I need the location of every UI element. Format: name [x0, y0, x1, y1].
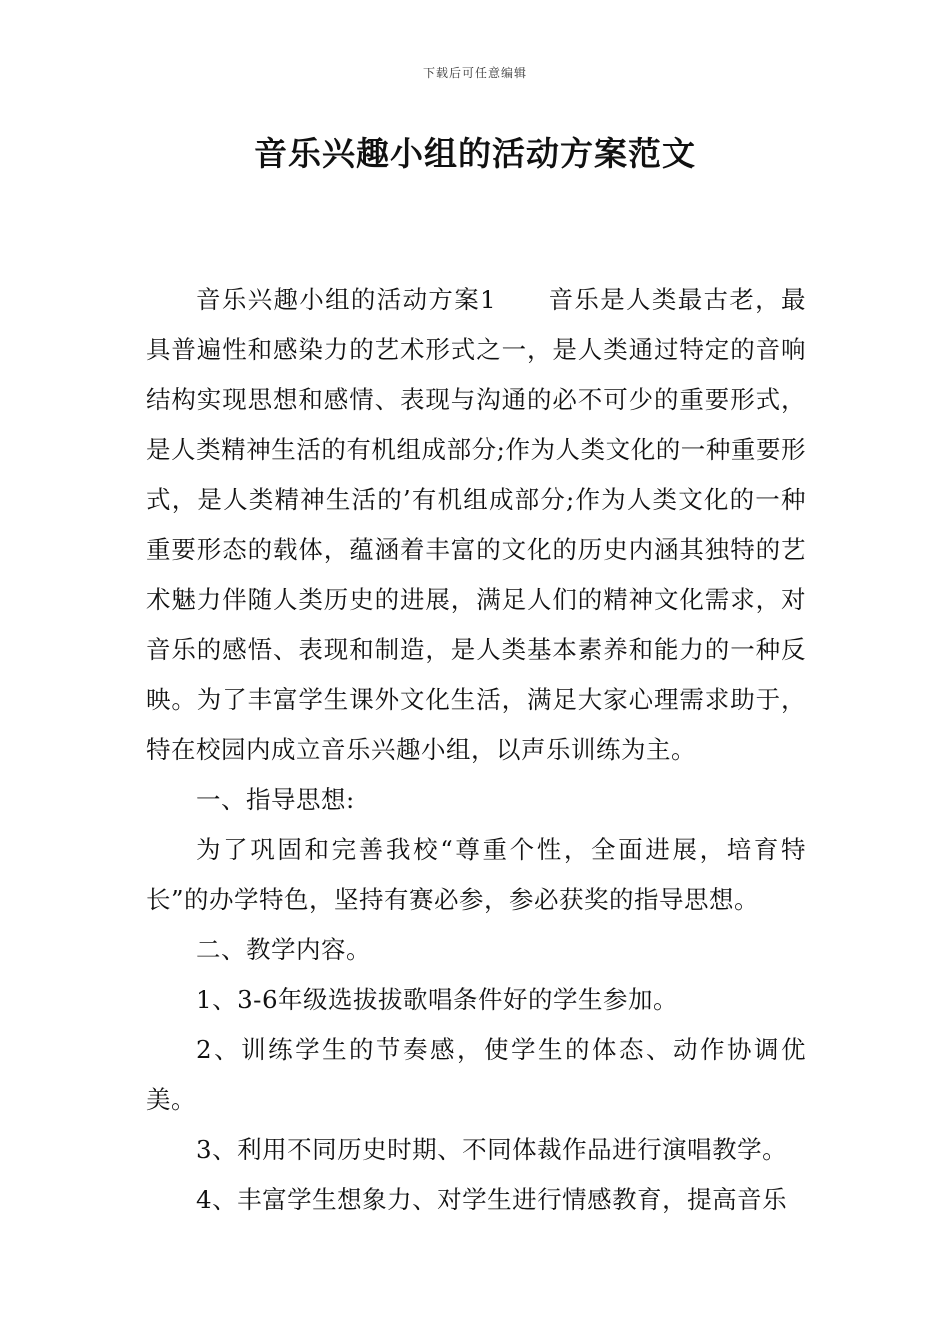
list-item: 3、利用不同历史时期、不同体裁作品进行演唱教学。: [196, 1135, 788, 1164]
section-heading-guiding-thought: 一、指导思想:: [196, 785, 355, 814]
document-title: 音乐兴趣小组的活动方案范文: [254, 134, 696, 173]
document-body: [146, 275, 806, 1225]
paragraph-intro: 音乐兴趣小组的活动方案1 音乐是人类最古老，最具普遍性和感染力的艺术形式之一，是人类通过特定的音响结构实现思想和感情、表现与沟通的必不可少的重要形式，是人类精神生活的有机组成部分;作为人类文化的一种重要形式，是人类精神生活的’有机组成部分;作为人类文化的一种重要形态的载体，蕴涵着丰富的文化的历史内涵其独特的艺术魅力伴随人类历史的进展，满足人们的精神文化需求，对音乐的感悟、表现和制造，是人类基本素养和能力的一种反映。为了丰富学生课外文化生活，满足大家心理需求助于，特在校园内成立音乐兴趣小组，以声乐训练为主。: [146, 285, 806, 764]
list-item: 1、3-6年级选拔拔歌唱条件好的学生参加。: [196, 985, 679, 1014]
paragraph-guiding-thought: 为了巩固和完善我校“尊重个性，全面进展，培育特长”的办学特色，坚持有赛必参，参必获奖的指导思想。: [146, 835, 806, 914]
header-note: 下载后可任意编辑: [422, 66, 527, 80]
list-item: 4、丰富学生想象力、对学生进行情感教育，提高音乐: [196, 1185, 788, 1214]
section-heading-teaching-content: 二、教学内容。: [196, 935, 371, 964]
list-item: 2、训练学生的节奏感，使学生的体态、动作协调优美。: [146, 1035, 806, 1114]
